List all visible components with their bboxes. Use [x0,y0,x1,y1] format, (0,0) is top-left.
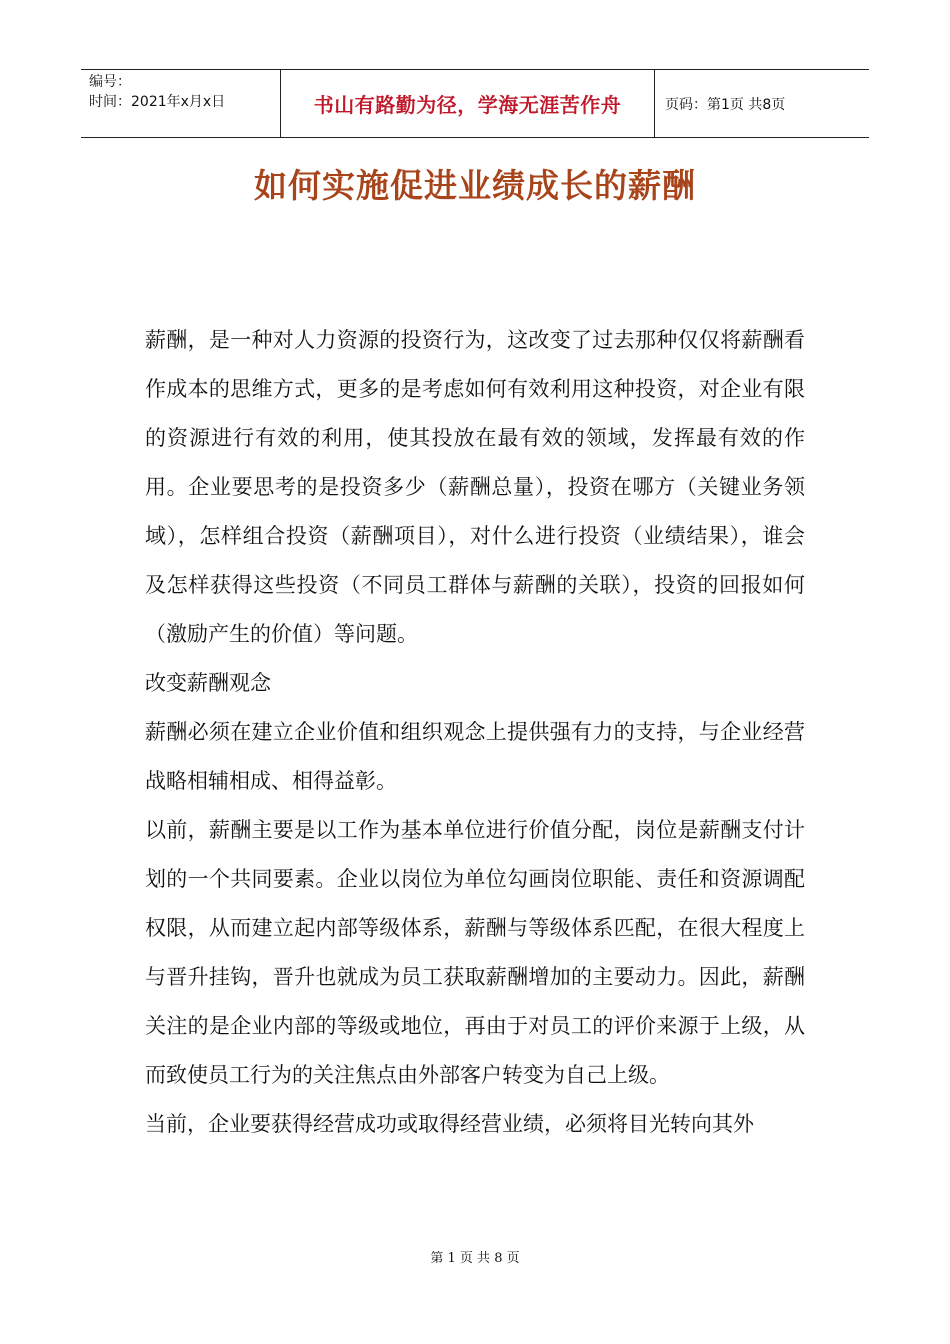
page-label: 页码：第1页 共8页 [665,96,786,113]
document-body [145,316,805,1149]
motto-text: 书山有路勤为径，学海无涯苦作舟 [313,93,622,117]
header-motto-cell [281,70,655,137]
paragraph: 以前，薪酬主要是以工作为基本单位进行价值分配，岗位是薪酬支付计划的一个共同要素。企业以岗位为单位勾画岗位职能、责任和资源调配权限，从而建立起内部等级体系，薪酬与等级体系匹配，在很大程度上与晋升挂钩，晋升也就成为员工获取薪酬增加的主要动力。因此，薪酬关注的是企业内部的等级或地位，再由于对员工的评价来源于上级，从而致使员工行为的关注焦点由外部客户转变为自己上级。 [145,818,805,1087]
number-label: 编号： [89,74,131,90]
time-label: 时间：2021年x月x日 [89,94,226,110]
section-heading: 改变薪酬观念 [145,671,271,695]
document-header [81,69,869,138]
header-meta [81,70,281,137]
paragraph: 薪酬，是一种对人力资源的投资行为，这改变了过去那种仅仅将薪酬看作成本的思维方式，更多的是考虑如何有效利用这种投资，对企业有限的资源进行有效的利用，使其投放在最有效的领域，发挥最有效的作用。企业要思考的是投资多少（薪酬总量），投资在哪方（关键业务领域），怎样组合投资（薪酬项目），对什么进行投资（业绩结果），谁会及怎样获得这些投资（不同员工群体与薪酬的关联），投资的回报如何（激励产生的价值）等问题。 [145,328,805,646]
paragraph: 薪酬必须在建立企业价值和组织观念上提供强有力的支持，与企业经营战略相辅相成、相得益彰。 [145,720,805,793]
header-page-cell [655,70,869,137]
page-footer: 第 1 页 共 8 页 [430,1251,520,1266]
paragraph: 当前，企业要获得经营成功或取得经营业绩，必须将目光转向其外 [145,1112,754,1136]
document-title: 如何实施促进业绩成长的薪酬 [254,166,696,205]
